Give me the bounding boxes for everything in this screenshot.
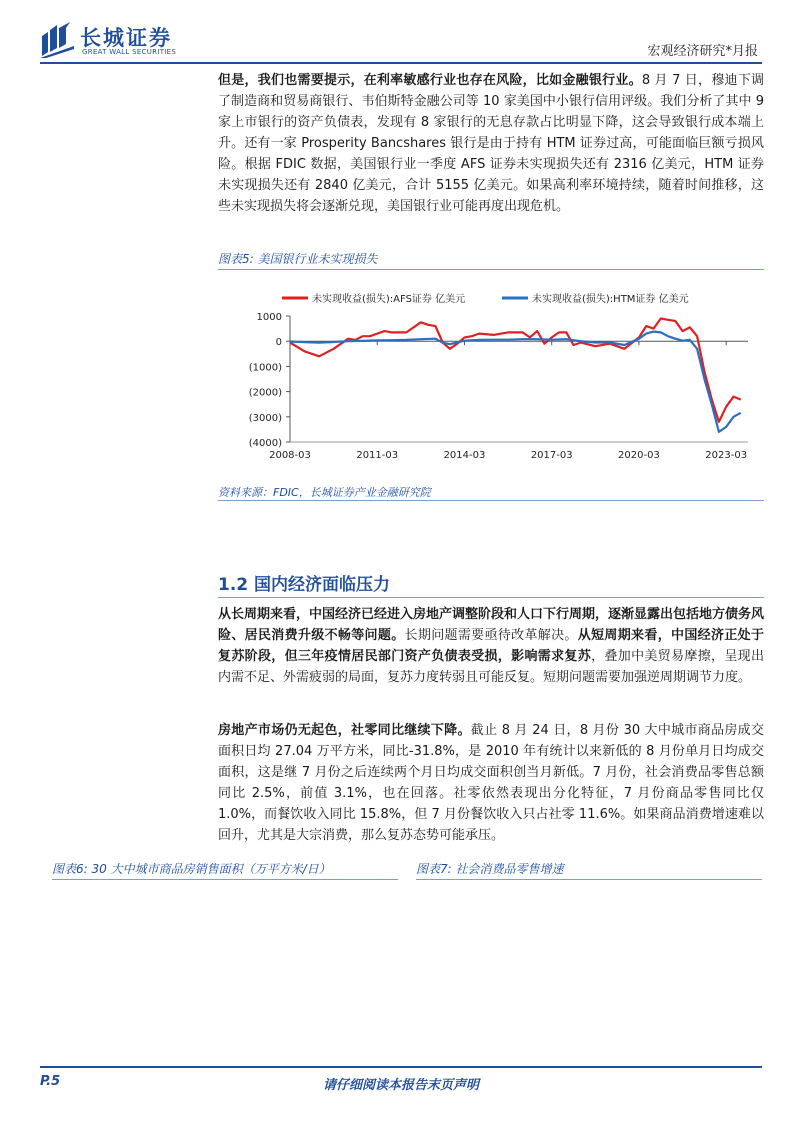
series-afs-line [290,319,741,422]
logo-text-cn: 长城证券 [80,26,172,50]
x-tick-label: 2008-03 [269,450,311,461]
y-tick-label: (3000) [248,412,282,424]
figure-7-caption: 图表7: 社会消费品零售增速 [416,862,564,876]
figure-5-rule [218,269,764,270]
section-heading: 国内经济面临压力 [254,575,391,595]
paragraph-lead-long: 从长周期来看，中国经济已经进入房地产调整阶段和人口下行周期，逐渐显露出包括地方债务风险、居民消费升级不畅等问题。 [218,607,765,643]
paragraph-body-property: 截止 8 月 24 日，8 月份 30 大中城市商品房成交面积日均 27.04 万平方米，同比-31.8%，是 2010 年有统计以来新低的 8 月份单月日均成交面积，这是继 7 月份之后连续两个月日均成交面积创当月新低。7 月份，社会消费品零售总额同比 2.5%，前值 3.1%，也在回落。社零依然表现出分化特征，7 月份商品零售同比仅 1.0%，而餐饮收入同比 15.8%，但 7 月份餐饮收入只占社零 11.6%。如果商品消费增速难以回升，尤其是大宗消费，那么复苏态势可能承压。 [218,723,764,843]
paragraph-body-short: ，叠加中美贸易摩擦，呈现出内需不足、外需疲弱的局面，复苏力度转弱且可能反复。短期问题需要加强逆周期调节力度。 [218,649,764,685]
paragraph-lead-short: 从短周期来看，中国经济正处于复苏阶段，但三年疫情居民部门资产负债表受损，影响需求复苏 [218,628,764,664]
y-tick-label: (1000) [248,362,282,374]
logo-mark-icon [40,22,74,58]
report-type: 宏观经济研究*月报 [647,44,758,59]
section-divider [218,597,764,598]
paragraph-lead-property: 房地产市场仍无起色，社零同比继续下降。 [218,723,471,738]
x-tick-label: 2011-03 [356,450,399,461]
figure-5-bottom-rule [218,500,764,501]
company-logo [40,22,180,62]
paragraph-body: 8 月 7 日，穆迪下调了制造商和贸易商银行、韦伯斯特金融公司等 10 家美国中小银行信用评级。我们分析了其中 9 家上市银行的资产负债表，发现有 8 家银行的无息存款占比明显下降，这会导致银行成本端上升。还有一家 Prosperity Bancshares 银行是由于持有 HTM 证券过高，可能面临巨额亏损风险。根据 FDIC 数据，美国银行业一季度 AFS 证券未实现损失还有 2316 亿美元，HTM 证券未实现损失还有 2840 亿美元，合计 5155 亿美元。如果高利率环境持续，随着时间推移，这些未实现损失将会逐渐兑现，美国银行业可能再度出现危机。 [218,73,764,214]
figure-5-caption: 图表5: 美国银行业未实现损失 [218,252,378,266]
paragraph-lead: 但是，我们也需要提示，在利率敏感行业也存在风险，比如金融银行业。 [218,73,642,88]
logo-text-en: GREAT WALL SECURITIES [82,48,177,56]
paragraph-property-market [218,720,764,846]
paragraph-bank-risk [218,70,764,217]
figure-6-caption: 图表6: 30 大中城市商品房销售面积（万平方米/日） [52,862,331,876]
legend-htm-label: 未实现收益(损失):HTM证券 亿美元 [532,294,689,305]
x-tick-label: 2020-03 [618,450,660,461]
y-tick-label: (2000) [248,387,282,399]
x-tick-label: 2014-03 [443,450,486,461]
page-number: P.5 [40,1074,61,1089]
figure-6-rule [52,879,398,880]
chart-lines [290,319,741,432]
y-tick-label: (4000) [248,438,282,449]
x-tick-label: 2017-03 [530,450,573,461]
figure-5-source: 资料来源：FDIC，长城证券产业金融研究院 [218,486,431,499]
figure-7-rule [416,879,762,880]
footer-disclaimer: 请仔细阅读本报告末页声明 [322,1078,479,1093]
section-title [218,570,390,595]
x-tick-label: 2023-03 [705,450,748,461]
series-htm-line [290,332,741,432]
header-divider [40,62,762,64]
page-header [0,0,802,64]
y-tick-label: 0 [275,337,282,349]
section-number: 1.2 [218,575,249,595]
chart-svg [218,278,764,478]
footer-divider [40,1066,762,1068]
paragraph-domestic-economy [218,604,764,688]
paragraph-body-long: 长期问题需要亟待改革解决。 [404,628,578,643]
legend-afs-label: 未实现收益(损失):AFS证券 亿美元 [312,294,466,305]
chart-legend [282,292,689,305]
chart-unrealized-losses [218,278,764,478]
y-tick-label: 1000 [256,312,282,323]
